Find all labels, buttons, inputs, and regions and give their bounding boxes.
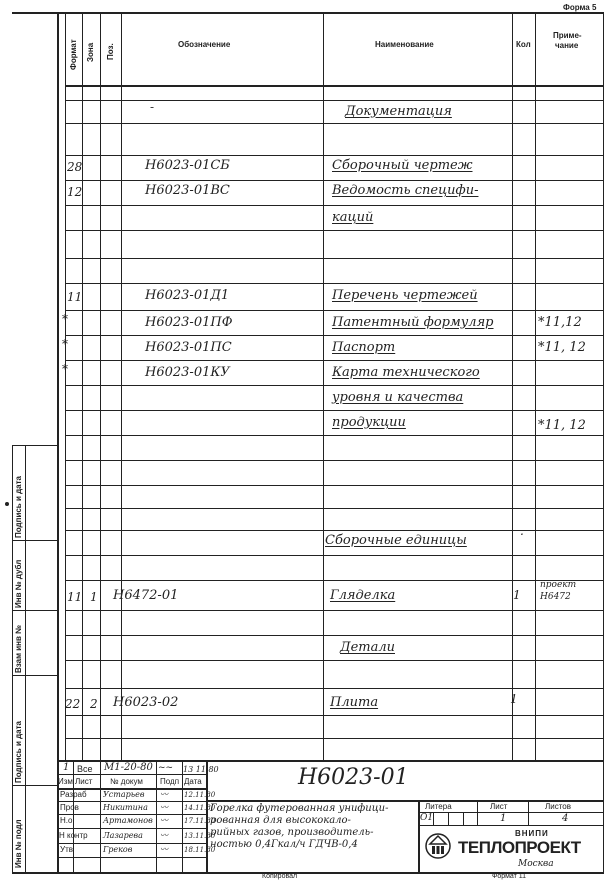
row-line-1 <box>65 100 603 101</box>
sign-4: 〰 <box>160 845 168 854</box>
punch-dot <box>5 502 9 506</box>
stray-mark-2: . <box>520 524 524 538</box>
format-label: Формат 11 <box>492 873 527 880</box>
side-div-2 <box>12 610 57 611</box>
sheets-value: 4 <box>562 813 569 824</box>
row-line-10 <box>65 335 603 336</box>
col-head-3: Подп <box>160 777 180 786</box>
rev-date: 13 11 80 <box>183 765 219 774</box>
row-line-25 <box>65 715 603 716</box>
tb-mid-line <box>206 800 603 802</box>
side-label-dup: Инв № дубл <box>14 559 23 608</box>
row-line-20 <box>65 580 603 581</box>
tb-lit-a <box>433 812 434 825</box>
tb-row-1 <box>57 774 206 775</box>
col-line-name <box>512 12 513 760</box>
row-format-11: 11 <box>67 590 83 604</box>
col-line-format <box>82 12 83 760</box>
tb-col-3 <box>156 760 157 872</box>
row-line-4 <box>65 180 603 181</box>
tb-desc-right <box>418 800 420 872</box>
row-name-8: уровня и качества <box>332 390 464 405</box>
row-note-6: *11, 12 <box>538 340 586 355</box>
stray-mark: - <box>150 100 155 114</box>
row-designation-2: Н6023-01ВС <box>145 183 230 198</box>
side-div-1 <box>12 540 57 541</box>
side-strip-outer <box>12 445 13 872</box>
header-zone: Зона <box>86 42 95 62</box>
col-head-0: Изм <box>58 777 73 786</box>
row-designation-6: Н6023-01ПС <box>145 340 232 355</box>
sign-3: 〰 <box>160 831 168 840</box>
tb-sheet-col <box>528 800 529 825</box>
row-name-1: Сборочный чертеж <box>332 158 473 173</box>
sheets-label: Листов <box>545 802 571 811</box>
form-label: Форма 5 <box>563 3 597 12</box>
date-4: 18.11.80 <box>184 846 216 854</box>
row-line-22 <box>65 635 603 636</box>
row-pos-13: 2 <box>90 697 98 711</box>
desc-line-4: ностью 0,4Гкал/ч ГДЧВ-0,4 <box>210 839 358 850</box>
row-name-11: Гляделка <box>330 588 396 603</box>
row-name-7: Карта технического <box>332 365 480 380</box>
desc-line-1: Горелка футерованная унифици- <box>210 803 389 814</box>
date-0: 12.11.80 <box>184 791 216 799</box>
row-line-2 <box>65 123 603 124</box>
role-3: Н контр <box>59 831 88 840</box>
row-designation-11: Н6472-01 <box>113 588 179 603</box>
row-designation-13: Н6023-02 <box>113 695 179 710</box>
header-format: Формат <box>69 39 78 70</box>
col-line-format-left <box>65 12 66 760</box>
rev-sign-icon: ~~ <box>158 763 174 773</box>
row-qty-13: 1 <box>510 692 518 706</box>
org-name: ТЕПЛОПРОЕКТ <box>458 838 581 857</box>
tb-row-3 <box>57 801 206 802</box>
side-label-sign-2: Подпись и дата <box>14 721 23 783</box>
frame-left <box>57 12 59 872</box>
row-name-5: Патентный формуляр <box>332 315 494 330</box>
rev-num: 1 <box>63 762 70 773</box>
org-city: Москва <box>518 859 554 869</box>
doc-number: Н6023-01 <box>298 765 409 790</box>
row-designation-7: Н6023-01КУ <box>145 365 230 380</box>
role-0: Разраб <box>60 790 87 799</box>
row-line-5 <box>65 205 603 206</box>
side-strip-inner <box>25 445 26 872</box>
row-line-16 <box>65 485 603 486</box>
tb-row-7 <box>57 857 206 858</box>
person-3: Лазарева <box>103 831 143 840</box>
row-note-11-l2: Н6472 <box>540 592 571 602</box>
rev-doc: М1-20-80 <box>104 762 153 773</box>
row-line-21 <box>65 610 603 611</box>
org-top: ВНИПИ <box>515 829 549 838</box>
side-strip-top <box>12 445 57 446</box>
col-line-zone <box>100 12 101 760</box>
col-head-4: Дата <box>184 777 202 786</box>
side-label-orig: Инв № подл <box>14 819 23 868</box>
row-name-0: Документация <box>345 104 452 119</box>
tb-row-5 <box>57 828 206 829</box>
row-format-2: 12 <box>67 185 83 199</box>
side-label-replace: Взам инв № <box>14 624 23 673</box>
header-name: Наименование <box>375 40 434 49</box>
row-line-8 <box>65 283 603 284</box>
tb-litera-col <box>477 800 478 825</box>
row-line-23 <box>65 660 603 661</box>
row-qty-11: 1 <box>513 588 521 602</box>
header-bottom <box>65 85 603 87</box>
row-line-15 <box>65 460 603 461</box>
row-name-3: каций <box>332 210 374 225</box>
teploproekt-logo-icon <box>424 832 452 860</box>
row-line-13 <box>65 410 603 411</box>
col-line-designation <box>323 12 324 760</box>
row-name-6: Паспорт <box>332 340 396 355</box>
tb-litera-row <box>418 825 603 826</box>
row-line-12 <box>65 385 603 386</box>
side-div-4 <box>12 785 57 786</box>
row-line-3 <box>65 155 603 156</box>
row-line-11 <box>65 360 603 361</box>
date-2: 17.11.80 <box>184 817 216 825</box>
row-name-12: Детали <box>340 640 395 655</box>
date-1: 14.11.80 <box>184 804 216 812</box>
row-line-17 <box>65 508 603 509</box>
sheet-value: 1 <box>500 813 507 824</box>
row-name-2: Ведомость специфи- <box>332 183 479 198</box>
desc-line-3: рийных газов, производитель- <box>210 827 374 838</box>
col-head-1: Лист <box>75 777 93 786</box>
row-line-9 <box>65 310 603 311</box>
desc-line-2: рованная для высококало- <box>210 815 351 826</box>
role-2: Н.о. <box>60 816 75 825</box>
row-name-9: продукции <box>332 415 406 430</box>
row-format-4: 11 <box>67 290 83 304</box>
row-note-11-l1: проект <box>540 580 577 590</box>
row-designation-4: Н6023-01Д1 <box>145 288 230 303</box>
person-4: Греков <box>103 845 133 854</box>
side-div-3 <box>12 675 57 676</box>
col-line-pos <box>121 12 122 760</box>
tb-col-5 <box>206 760 208 872</box>
row-designation-5: Н6023-01ПФ <box>145 315 233 330</box>
role-4: Утв <box>60 845 73 854</box>
row-line-6 <box>65 230 603 231</box>
row-line-24 <box>65 688 603 689</box>
row-format-7: * <box>62 362 68 376</box>
rev-zone: Все <box>77 764 93 774</box>
row-line-7 <box>65 258 603 259</box>
person-1: Никитина <box>103 803 148 812</box>
litera-value: О1 <box>420 813 434 823</box>
sheet-label: Лист <box>490 802 508 811</box>
row-note-9: *11, 12 <box>538 418 586 433</box>
tb-lit-c <box>463 812 464 825</box>
row-format-13: 22 <box>65 697 81 711</box>
sign-2: 〰 <box>160 816 168 825</box>
row-name-4: Перечень чертежей <box>332 288 478 303</box>
header-note-2: чание <box>555 41 579 50</box>
tb-col-2 <box>100 760 101 872</box>
tb-col-4 <box>182 760 183 872</box>
tb-row-6 <box>57 843 206 844</box>
row-name-13: Плита <box>330 695 379 710</box>
header-designation: Обозначение <box>178 40 231 49</box>
header-qty: Кол <box>516 40 531 49</box>
copied-label: Копировал <box>262 873 298 880</box>
role-1: Пров <box>60 803 79 812</box>
col-head-2: № докум <box>110 777 143 786</box>
row-name-10: Сборочные единицы <box>325 533 467 548</box>
sign-0: 〰 <box>160 790 168 799</box>
row-note-5: *11,12 <box>538 315 582 330</box>
date-3: 13.11.80 <box>184 832 216 840</box>
row-format-5: * <box>62 312 68 326</box>
tb-lit-b <box>448 812 449 825</box>
row-line-26 <box>65 738 603 739</box>
litera-label: Литера <box>425 802 452 811</box>
col-line-qty <box>535 12 536 760</box>
row-format-6: * <box>62 337 68 351</box>
row-pos-11: 1 <box>90 590 98 604</box>
tb-litera-head <box>418 812 603 813</box>
header-note-1: Приме- <box>553 31 582 40</box>
tb-row-4 <box>57 814 206 815</box>
row-line-19 <box>65 555 603 556</box>
row-line-14 <box>65 435 603 436</box>
row-format-1: 28 <box>67 160 83 174</box>
sign-1: 〰 <box>160 803 168 812</box>
side-label-sign-1: Подпись и дата <box>14 476 23 538</box>
header-pos: Поз. <box>106 43 115 60</box>
person-2: Артамонов <box>103 816 153 825</box>
person-0: Устарьев <box>103 790 145 799</box>
row-designation-1: Н6023-01СБ <box>145 158 230 173</box>
